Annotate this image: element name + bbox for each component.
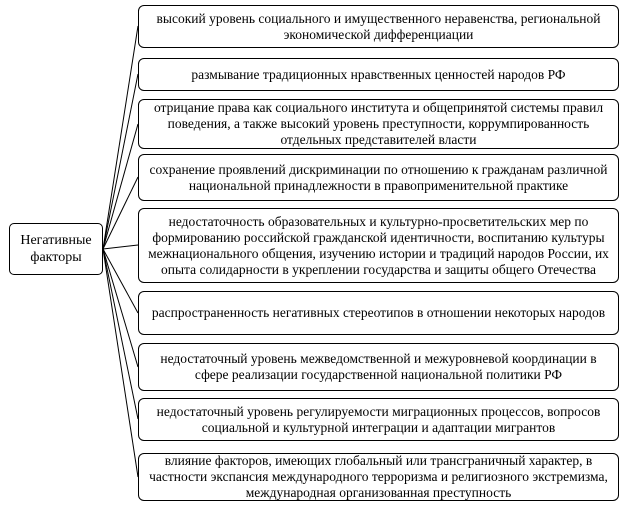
- factor-box-4: [138, 154, 619, 201]
- factor-box-7: [138, 343, 619, 391]
- connector-line-5: [103, 245, 138, 249]
- factor-box-2: [138, 58, 619, 91]
- factor-text: недостаточный уровень межведомственной и межуровневой координации в сфере реализации государственной национальной политики РФ: [160, 351, 597, 382]
- factor-text: высокий уровень социального и имущественного неравенства, региональной экономической дифференциации: [156, 10, 601, 42]
- connector-line-1: [103, 26, 138, 249]
- factor-box-9: [138, 453, 619, 501]
- factor-box-1: [138, 5, 619, 48]
- connector-line-2: [103, 74, 138, 249]
- connector-line-7: [103, 249, 138, 367]
- connector-line-9: [103, 249, 138, 477]
- factor-text: размывание традиционных нравственных ценностей народов РФ: [191, 66, 566, 82]
- factor-box-5: [138, 208, 619, 283]
- connector-line-8: [103, 249, 138, 419]
- factor-text: сохранение проявлений дискриминации по отношению к гражданам различной национальной принадлежности в правоприменительной практике: [149, 161, 608, 193]
- factor-text: отрицание права как социального института и общепринятой системы правил поведения, а также высокий уровень преступности, коррумпированность отдельных представителей власти: [153, 100, 604, 147]
- factor-text: недостаточность образовательных и культурно-просветительских мер по формированию российской гражданской идентичности, воспитанию культуры межнационального общения, изучению истории и традиций народов России, их опыта солидарности в укреплении государства и защиты общего Отечества: [148, 213, 609, 277]
- factor-box-6: [138, 291, 619, 335]
- factor-text: влияние факторов, имеющих глобальный или трансграничный характер, в частности экспансия международного терроризма и религиозного экстремизма, международная организованная преступность: [149, 453, 608, 500]
- factor-text: распространенность негативных стереотипов в отношении некоторых народов: [151, 305, 606, 320]
- factor-box-3: [138, 99, 619, 149]
- factor-text: недостаточный уровень регулируемости миграционных процессов, вопросов социальной и культурной интеграции и адаптации мигрантов: [156, 403, 601, 435]
- root-node-negative-factors: [9, 223, 103, 275]
- connector-line-3: [103, 124, 138, 249]
- root-node-label: Негативные факторы: [20, 233, 92, 265]
- factor-box-8: [138, 398, 619, 441]
